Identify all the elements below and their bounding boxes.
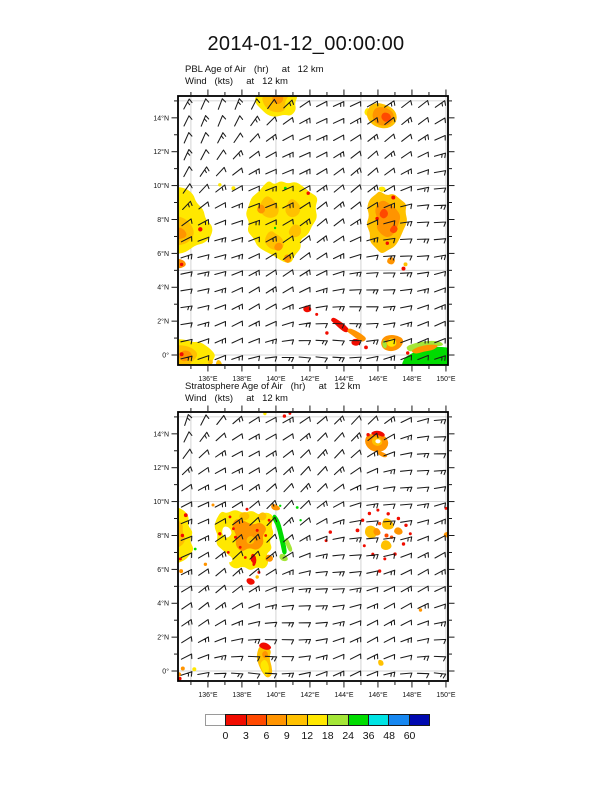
age-speck bbox=[376, 509, 379, 512]
lat-tick-label: 10°N bbox=[153, 499, 169, 507]
lon-tick-label: 148°E bbox=[402, 376, 422, 383]
age-speck bbox=[208, 360, 213, 365]
colorbar-cell bbox=[307, 714, 328, 726]
age-region bbox=[377, 451, 387, 457]
lat-tick-label: 4°N bbox=[157, 284, 169, 292]
age-speck bbox=[385, 534, 389, 538]
lat-tick-label: 12°N bbox=[153, 465, 169, 473]
age-speck bbox=[244, 556, 247, 559]
age-speck bbox=[181, 534, 184, 537]
lat-tick-label: 6°N bbox=[157, 566, 169, 574]
age-speck bbox=[283, 414, 286, 417]
colorbar-tick-label: 9 bbox=[283, 730, 290, 742]
map-area bbox=[174, 94, 453, 372]
lat-tick-label: 0° bbox=[162, 352, 169, 360]
lat-tick-label: 2°N bbox=[157, 318, 169, 326]
age-speck bbox=[402, 267, 406, 271]
wind-barbs bbox=[181, 99, 446, 362]
lon-tick-label: 138°E bbox=[232, 692, 252, 699]
figure-title: 2014-01-12_00:00:00 bbox=[207, 33, 405, 55]
age-speck bbox=[325, 331, 328, 334]
age-speck bbox=[256, 529, 259, 532]
lon-tick-label: 142°E bbox=[300, 376, 320, 383]
panel-pbl-subtitle-wind: Wind (kts) at 12 km bbox=[185, 76, 288, 87]
age-region bbox=[174, 259, 186, 269]
colorbar-tick-label: 12 bbox=[301, 730, 314, 742]
lat-tick-label: 6°N bbox=[157, 250, 169, 258]
age-speck bbox=[256, 575, 259, 578]
age-speck bbox=[363, 544, 366, 547]
age-speck bbox=[204, 563, 207, 566]
age-speck bbox=[402, 542, 405, 545]
age-speck bbox=[180, 352, 184, 356]
age-speck bbox=[397, 517, 400, 520]
age-speck bbox=[299, 519, 301, 521]
colorbar-tick-label: 36 bbox=[362, 730, 375, 742]
age-region bbox=[271, 504, 280, 510]
age-speck bbox=[264, 534, 267, 537]
age-speck bbox=[179, 569, 183, 573]
colorbar-cell bbox=[205, 714, 226, 726]
colorbar-cell bbox=[348, 714, 369, 726]
age-speck bbox=[279, 505, 281, 507]
axis-ticks bbox=[172, 406, 455, 688]
age-speck bbox=[181, 667, 185, 671]
panel-stratosphere-subtitle-field: Stratosphere Age of Air (hr) at 12 km bbox=[185, 381, 361, 392]
colorbar-tick-label: 3 bbox=[242, 730, 249, 742]
age-region bbox=[381, 540, 392, 550]
colorbar-cell bbox=[225, 714, 246, 726]
lon-tick-label: 148°E bbox=[402, 692, 422, 699]
age-speck bbox=[218, 532, 221, 535]
lon-tick-label: 136°E bbox=[198, 692, 218, 699]
age-speck bbox=[404, 262, 408, 266]
age-speck bbox=[296, 506, 299, 509]
colorbar bbox=[205, 714, 432, 746]
colorbar-tick-label: 24 bbox=[342, 730, 355, 742]
lat-tick-label: 8°N bbox=[157, 216, 169, 224]
age-speck bbox=[274, 227, 276, 229]
age-region bbox=[382, 518, 394, 529]
age-region bbox=[331, 318, 349, 332]
age-speck bbox=[212, 504, 215, 507]
age-speck bbox=[387, 512, 390, 515]
age-speck bbox=[180, 263, 183, 266]
age-speck bbox=[227, 551, 230, 554]
colorbar-tick-label: 18 bbox=[321, 730, 334, 742]
lon-tick-label: 144°E bbox=[334, 692, 354, 699]
age-speck bbox=[383, 557, 386, 560]
age-region bbox=[394, 527, 403, 534]
colorbar-cell bbox=[388, 714, 409, 726]
age-speck bbox=[368, 512, 371, 515]
age-speck bbox=[404, 524, 407, 527]
lat-tick-label: 14°N bbox=[153, 431, 169, 439]
map-area bbox=[174, 412, 453, 681]
colorbar-cell bbox=[368, 714, 389, 726]
lon-tick-label: 140°E bbox=[266, 692, 286, 699]
age-speck bbox=[315, 313, 318, 316]
colorbar-cell bbox=[246, 714, 267, 726]
lat-tick-label: 4°N bbox=[157, 600, 169, 608]
panel-pbl-subtitle-field: PBL Age of Air (hr) at 12 km bbox=[185, 64, 324, 75]
age-speck bbox=[194, 548, 197, 551]
lon-tick-label: 144°E bbox=[334, 376, 354, 383]
colorbar-cell bbox=[409, 714, 430, 726]
lon-tick-label: 146°E bbox=[368, 376, 388, 383]
colorbar-tick-label: 6 bbox=[263, 730, 270, 742]
panel-stratosphere-subtitle-wind: Wind (kts) at 12 km bbox=[185, 393, 288, 404]
lat-tick-label: 8°N bbox=[157, 532, 169, 540]
colorbar-tick-label: 0 bbox=[222, 730, 229, 742]
lat-tick-label: 0° bbox=[162, 668, 169, 676]
age-region bbox=[233, 519, 266, 551]
age-speck bbox=[218, 183, 221, 186]
lon-tick-label: 138°E bbox=[232, 376, 252, 383]
lat-tick-label: 12°N bbox=[153, 149, 169, 157]
colorbar-cell bbox=[286, 714, 307, 726]
map-panel-stratosphere bbox=[146, 404, 458, 704]
age-region bbox=[215, 360, 222, 372]
map-panel-pbl bbox=[146, 88, 458, 388]
age-speck bbox=[366, 433, 369, 436]
colorbar-tick-label: 60 bbox=[403, 730, 416, 742]
colorbar-tick-label: 48 bbox=[383, 730, 395, 742]
lon-tick-label: 142°E bbox=[300, 692, 320, 699]
colorbar-cell bbox=[266, 714, 287, 726]
lon-tick-label: 150°E bbox=[436, 692, 456, 699]
age-speck bbox=[239, 546, 242, 549]
age-region bbox=[375, 439, 380, 443]
age-speck bbox=[329, 530, 332, 533]
lon-tick-label: 146°E bbox=[368, 692, 388, 699]
colorbar-cells bbox=[205, 714, 430, 726]
age-speck bbox=[268, 519, 271, 522]
age-speck bbox=[198, 227, 202, 231]
age-speck bbox=[192, 667, 196, 671]
age-speck bbox=[406, 351, 409, 354]
age-speck bbox=[307, 192, 310, 195]
age-speck bbox=[184, 513, 188, 517]
age-speck bbox=[391, 196, 395, 200]
colorbar-cell bbox=[327, 714, 348, 726]
lat-tick-label: 14°N bbox=[153, 115, 169, 123]
lat-tick-label: 10°N bbox=[153, 183, 169, 191]
lat-tick-label: 2°N bbox=[157, 634, 169, 642]
age-speck bbox=[409, 532, 412, 535]
lon-tick-label: 140°E bbox=[266, 376, 286, 383]
age-region bbox=[378, 660, 383, 666]
age-speck bbox=[246, 508, 249, 511]
lon-tick-label: 136°E bbox=[198, 376, 218, 383]
age-speck bbox=[232, 527, 235, 530]
age-speck bbox=[386, 242, 389, 245]
axis-ticks bbox=[172, 90, 455, 372]
age-speck bbox=[378, 522, 381, 525]
age-speck bbox=[229, 516, 232, 519]
age-speck bbox=[419, 608, 422, 611]
age-speck bbox=[356, 529, 360, 533]
age-region bbox=[247, 578, 255, 585]
lon-tick-label: 150°E bbox=[436, 376, 456, 383]
age-speck bbox=[364, 346, 368, 350]
